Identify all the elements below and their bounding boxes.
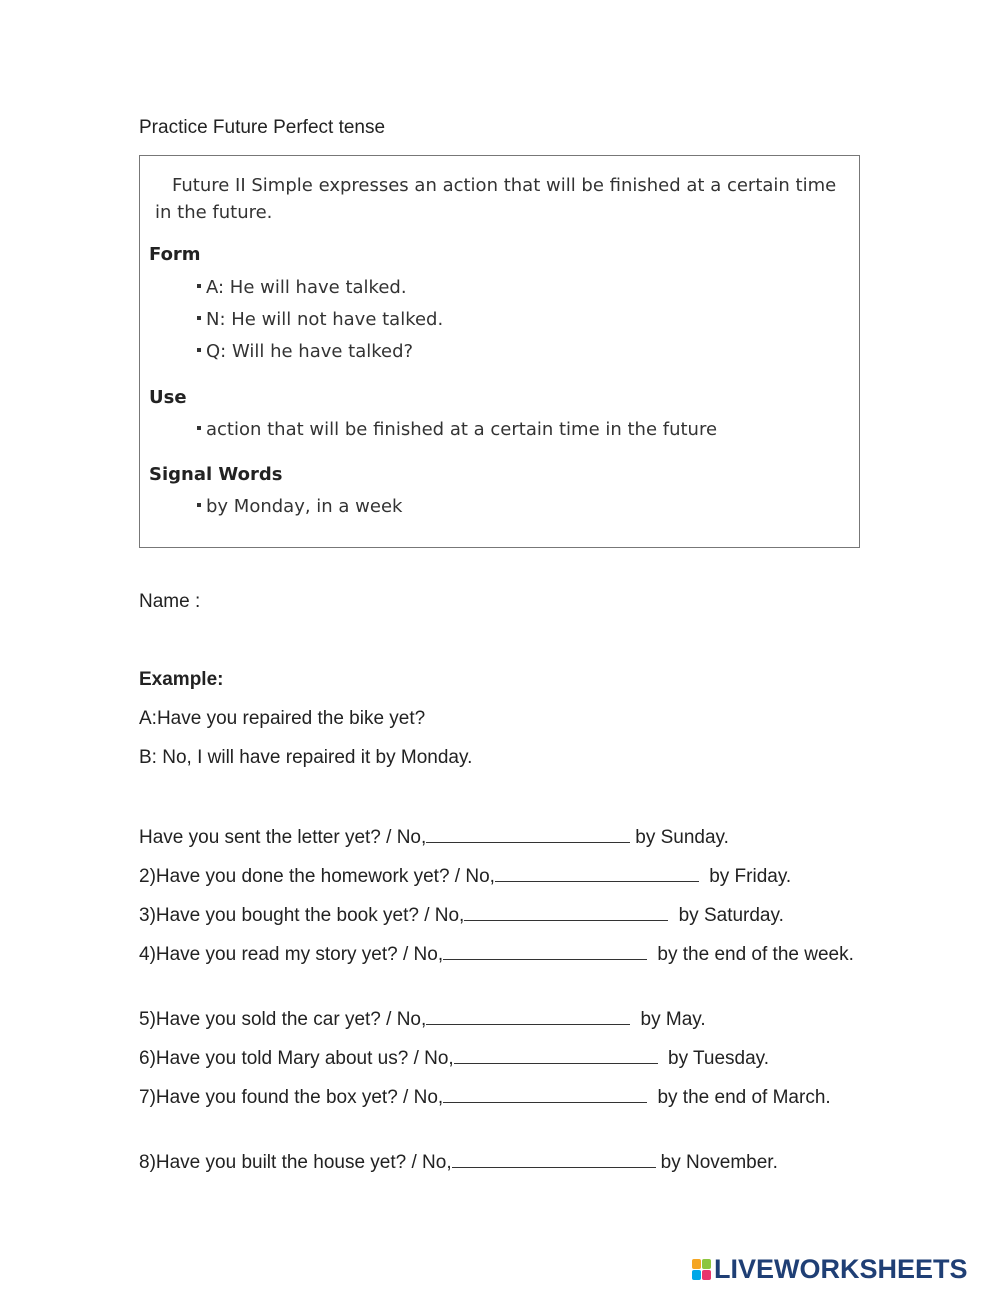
- bullet-icon: [197, 503, 201, 507]
- bullet-icon: [197, 426, 201, 430]
- form-item-affirmative: A: He will have talked.: [197, 277, 407, 298]
- intro-line-1: Future II Simple expresses an action that will be finished at a certain time: [172, 175, 837, 196]
- answer-blank-6[interactable]: [454, 1043, 658, 1064]
- answer-blank-2[interactable]: [495, 861, 699, 882]
- question-5: 5)Have you sold the car yet? / No, by May.: [139, 1004, 859, 1033]
- example-heading: Example:: [139, 669, 224, 690]
- signal-words-heading: Signal Words: [149, 464, 283, 485]
- answer-blank-1[interactable]: [426, 822, 630, 843]
- question-1: Have you sent the letter yet? / No, by Sunday.: [139, 822, 859, 851]
- form-heading: Form: [149, 244, 201, 265]
- answer-blank-4[interactable]: [443, 939, 647, 960]
- logo-block-i: [702, 1259, 711, 1269]
- form-item-question: Q: Will he have talked?: [197, 341, 413, 362]
- intro-line-2: in the future.: [155, 202, 273, 223]
- logo-block-v: [692, 1270, 701, 1280]
- form-item-negative: N: He will not have talked.: [197, 309, 443, 330]
- example-question: A:Have you repaired the bike yet?: [139, 708, 426, 729]
- answer-blank-5[interactable]: [426, 1004, 630, 1025]
- question-4: 4)Have you read my story yet? / No, by the end of the week.: [139, 939, 859, 968]
- question-2: 2)Have you done the homework yet? / No, by Friday.: [139, 861, 859, 890]
- example-answer: B: No, I will have repaired it by Monday.: [139, 747, 473, 768]
- logo-blocks-icon: [692, 1259, 711, 1280]
- use-heading: Use: [149, 387, 187, 408]
- question-8: 8)Have you built the house yet? / No, by November.: [139, 1147, 859, 1176]
- bullet-icon: [197, 316, 201, 320]
- grammar-info-box: [139, 155, 860, 548]
- intro-text: [155, 172, 855, 226]
- logo-text: LIVEWORKSHEETS: [714, 1253, 968, 1284]
- logo-block-e: [702, 1270, 711, 1280]
- question-6: 6)Have you told Mary about us? / No, by Tuesday.: [139, 1043, 859, 1072]
- page-title: Practice Future Perfect tense: [139, 117, 386, 138]
- signal-words-item: by Monday, in a week: [197, 496, 402, 517]
- answer-blank-3[interactable]: [464, 900, 668, 921]
- question-7: 7)Have you found the box yet? / No, by the end of March.: [139, 1082, 859, 1111]
- name-label: Name :: [139, 591, 201, 612]
- logo-block-l: [692, 1259, 701, 1269]
- use-item: action that will be finished at a certain time in the future: [197, 419, 717, 440]
- bullet-icon: [197, 284, 201, 288]
- bullet-icon: [197, 348, 201, 352]
- liveworksheets-logo[interactable]: [692, 1253, 968, 1285]
- answer-blank-7[interactable]: [443, 1082, 647, 1103]
- answer-blank-8[interactable]: [452, 1147, 656, 1168]
- question-3: 3)Have you bought the book yet? / No, by Saturday.: [139, 900, 859, 929]
